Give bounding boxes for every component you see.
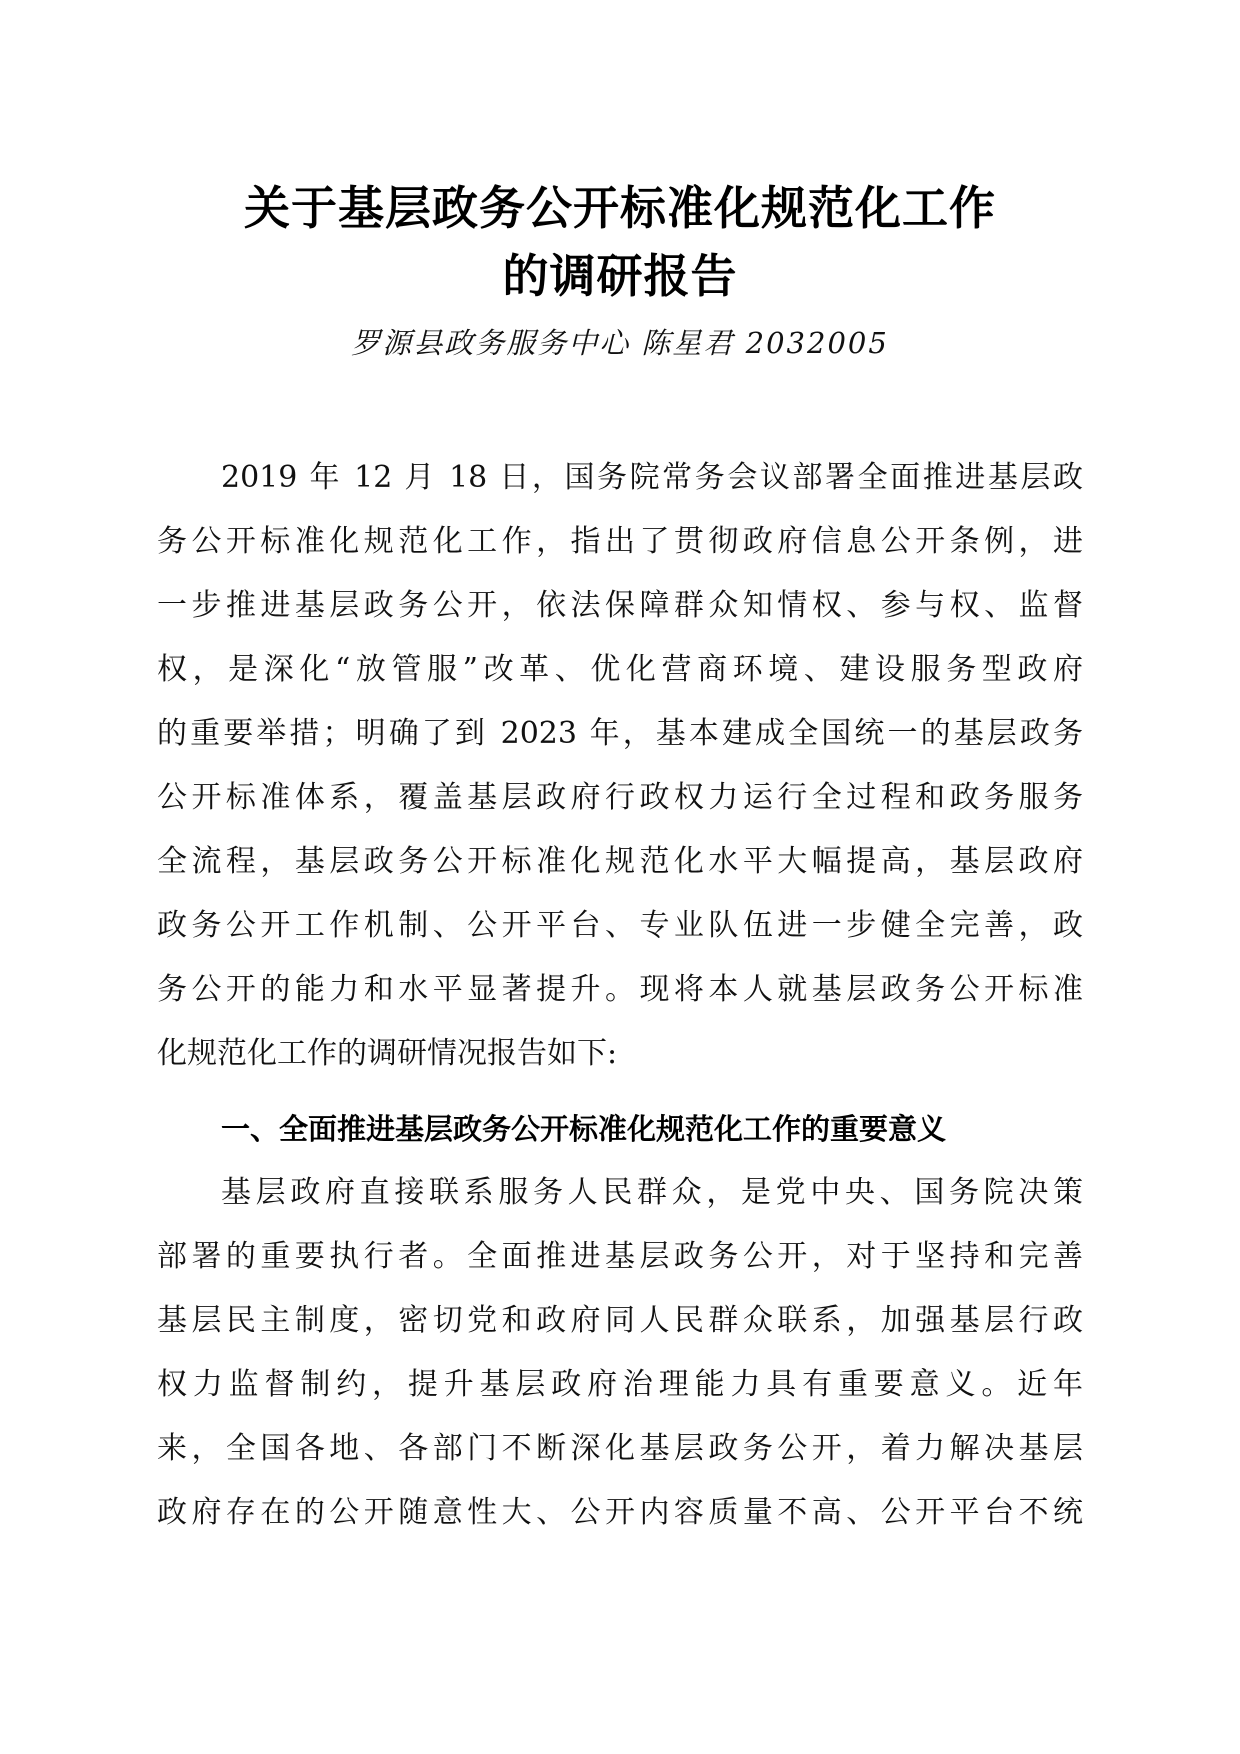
paragraph-line: 权力监督制约，提升基层政府治理能力具有重要意义。近年 (157, 1367, 1083, 1402)
paragraph-line: 务公开的能力和水平显著提升。现将本人就基层政务公开标准 (157, 972, 1083, 1007)
paragraph-line: 的重要举措；明确了到 2023 年，基本建成全国统一的基层政务 (157, 716, 1083, 751)
paragraph-line: 基层政府直接联系服务人民群众，是党中央、国务院决策 (221, 1175, 1083, 1210)
paragraph-line: 化规范化工作的调研情况报告如下: (157, 1036, 618, 1071)
paragraph-line: 政务公开工作机制、公开平台、专业队伍进一步健全完善，政 (157, 908, 1083, 943)
author-byline: 罗源县政务服务中心 陈星君 2032005 (351, 326, 889, 360)
paragraph-line: 政府存在的公开随意性大、公开内容质量不高、公开平台不统 (157, 1495, 1083, 1530)
paragraph-line: 来，全国各地、各部门不断深化基层政务公开，着力解决基层 (157, 1431, 1083, 1466)
paragraph-line: 一步推进基层政务公开，依法保障群众知情权、参与权、监督 (157, 588, 1083, 623)
paragraph-line: 公开标准体系，覆盖基层政府行政权力运行全过程和政务服务 (157, 780, 1083, 815)
section-heading-1: 一、全面推进基层政务公开标准化规范化工作的重要意义 (221, 1112, 947, 1146)
paragraph-line: 基层民主制度，密切党和政府同人民群众联系，加强基层行政 (157, 1303, 1083, 1338)
paragraph-line: 部署的重要执行者。全面推进基层政务公开，对于坚持和完善 (157, 1239, 1083, 1274)
paragraph-line: 务公开标准化规范化工作，指出了贯彻政府信息公开条例，进 (157, 524, 1083, 559)
document-title-line-1: 关于基层政务公开标准化规范化工作 (244, 181, 996, 235)
paragraph-line: 权，是深化“放管服”改革、优化营商环境、建设服务型政府 (157, 652, 1083, 687)
document-title-line-2: 的调研报告 (502, 249, 738, 303)
paragraph-1 (157, 446, 1083, 1086)
paragraph-line: 全流程，基层政务公开标准化规范化水平大幅提高，基层政府 (157, 844, 1083, 879)
paragraph-line: 2019 年 12 月 18 日，国务院常务会议部署全面推进基层政 (221, 460, 1083, 495)
paragraph-2 (157, 1161, 1083, 1545)
